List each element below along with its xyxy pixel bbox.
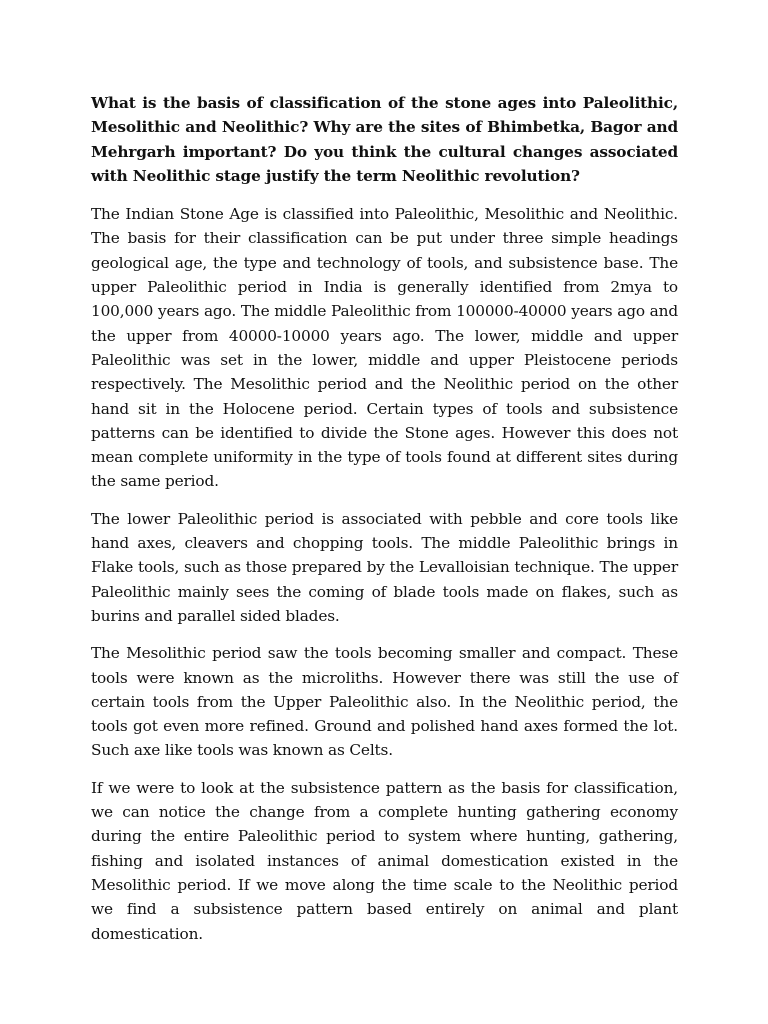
paragraph-paleolithic-tools: The lower Paleolithic period is associated with pebble and core tools like hand axes, cleavers and chopping tools. The middle Paleolithic brings in Flake tools, such as those prepared by the Levalloisian technique. The upper Paleolithic mainly sees the coming of blade tools made on flakes, such as burins and parallel sided blades. xyxy=(91,509,678,625)
paragraph-stone-age-classification: The Indian Stone Age is classified into Paleolithic, Mesolithic and Neolithic. The basis for their classification can be put under three simple headings geological age, the type and technology of tools, and subsistence base. The upper Paleolithic period in India is generally identified from 2mya to 100,000 years ago. The middle Paleolithic from 100000-40000 years ago and the upper from 40000-10000 years ago. The lower, middle and upper Paleolithic was set in the lower, middle and upper Pleistocene periods respectively. The Mesolithic period and the Neolithic period on the other hand sit in the Holocene period. Certain types of tools and subsistence patterns can be identified to divide the Stone ages. However this does not mean complete uniformity in the type of tools found at different sites during the same period. xyxy=(91,205,678,491)
question-heading: What is the basis of classification of the stone ages into Paleolithic, Mesolithic and Neolithic? Why are the sites of Bhimbetka, Bagor and Mehrgarh important? Do you think the cultural changes associated with Neolithic stage justify the term Neolithic revolution? xyxy=(91,94,678,185)
document-body xyxy=(91,91,678,959)
paragraph-subsistence-pattern: If we were to look at the subsistence pattern as the basis for classification, we can notice the change from a complete hunting gathering economy during the entire Paleolithic period to system where hunting, gathering, fishing and isolated instances of animal domestication existed in the Mesolithic period. If we move along the time scale to the Neolithic period we find a subsistence pattern based entirely on animal and plant domestication. xyxy=(91,778,678,943)
paragraph-mesolithic-neolithic-tools: The Mesolithic period saw the tools becoming smaller and compact. These tools were known as the microliths. However there was still the use of certain tools from the Upper Paleolithic also. In the Neolithic period, the tools got even more refined. Ground and polished hand axes formed the lot. Such axe like tools was known as Celts. xyxy=(91,644,678,760)
